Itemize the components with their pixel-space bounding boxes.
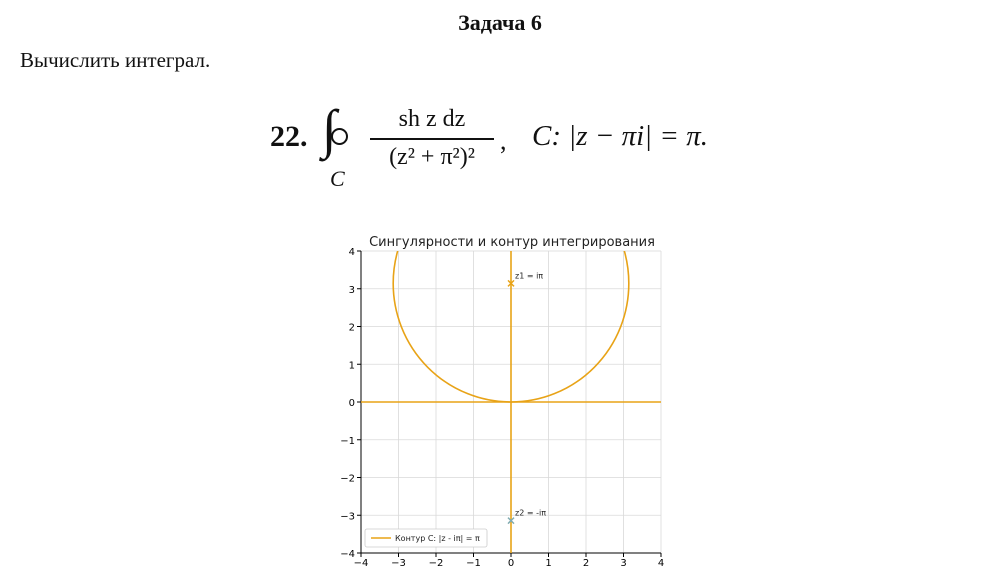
problem-number: 22. [270,120,308,153]
integrand-fraction [366,106,498,171]
x-tick-label: 2 [582,558,590,569]
y-tick-label: −4 [340,549,355,560]
x-tick-label: 0 [507,558,515,569]
x-tick-label: −2 [428,558,444,569]
x-tick-label: −4 [353,558,369,569]
x-tick-label: −1 [466,558,481,569]
y-tick-label: 1 [348,360,355,372]
integrand-numerator: sh z dz [398,106,466,132]
contour-subscript: C [330,166,345,191]
contour-ring [331,128,348,145]
contour-condition: C: |z − πi| = π. [532,120,708,152]
y-tick-label: 3 [348,284,355,296]
singularity-label: z2 = -iπ [515,508,547,518]
y-tick-label: −1 [340,435,355,447]
x-tick-label: −3 [391,558,406,569]
contour-integral-symbol: ∫ [322,99,337,159]
y-tick-label: 4 [348,247,355,258]
legend-label: Контур C: |z - iπ| = π [395,534,480,543]
task-heading: Задача 6 [458,10,542,35]
singularity-label: z1 = iπ [515,271,544,281]
x-tick-label: 3 [620,558,627,569]
y-tick-label: −2 [340,473,355,485]
y-tick-label: −3 [340,511,355,523]
chart-title: Сингулярности и контур интегрирования [369,235,655,250]
instruction-text: Вычислить интеграл. [20,48,211,72]
y-tick-label: 0 [348,398,355,409]
singularity-plot [328,228,673,573]
integrand-denominator: (z² + π²)² [389,144,475,170]
fraction-bar [370,138,494,140]
x-tick-label: 4 [657,558,665,569]
integral-formula [270,100,790,200]
x-tick-label: 1 [545,558,552,569]
formula-separator: , [500,126,507,155]
y-tick-label: 2 [348,322,355,334]
